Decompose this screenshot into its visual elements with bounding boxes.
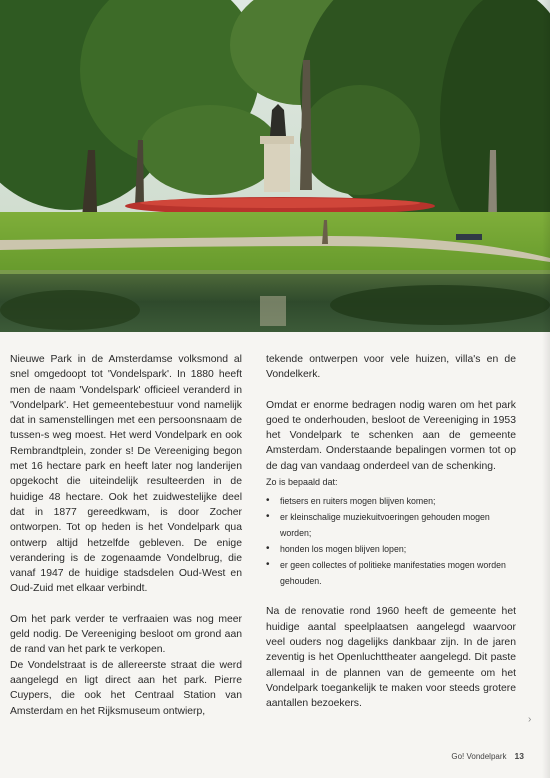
article-body [0,332,550,778]
continue-arrow-icon: › [528,714,532,725]
right-paragraph-2: Omdat er enorme bedragen nodig waren om het park goed te onderhouden, besloot de Vereeniging in 1953 het Vondelpark te schenken aan de gemeente Amsterdam. Onderstaande bepalingen vormen tot op de dag van vandaag onderdeel van de schenking. [266,399,516,472]
vondelpark-illustration [0,0,550,332]
left-paragraph-1: Nieuwe Park in de Amsterdamse volksmond al snel omgedoopt tot 'Vondelspark'. In 1880 heeft men de naam 'Vondelspark' officieel veranderd in 'Vondelpark'. Het gemeentebestuur vond namelijk dat in samenstellingen met een persoonsnaam de tussen-s weg moest. Het werd Vondelpark en ook Rembrandtplein, zonder s! De Vereeniging begon met 16 hectare park en heeft later nog landerijen opgekocht die uiteindelijk resulteerden in de huidige 48 hectare. Ook het zuidwestelijke deel dat in 1877 gereedkwam, is door Zocher ontworpen. Tot op heden is het Vondelpark qua ontwerp altijd hetzelfde gebleven. De enige verandering is de zogenaamde Vondelbrug, die vanaf 1947 de huidige stadsdelen Oud-West en Oud-Zuid met elkaar verbindt. [10,354,242,595]
list-item: • er geen collectes of politieke manifestaties mogen worden gehouden. [266,557,516,589]
list-item: • fietsers en ruiters mogen blijven komen; [266,493,516,509]
list-intro: Zo is bepaald dat: [266,477,338,488]
page-edge-shadow [542,0,550,778]
right-paragraph-closing: Na de renovatie rond 1960 heeft de gemeente het huidige aantal speelplaatsen aangelegd waarvoor veel ouders nog dagelijks dankbaar zijn. In de jaren zeventig is het Openluchttheater aangelegd. Dit paste allemaal in de plannen van de gemeente om het Vondelpark toegankelijk te maken voor steeds grotere aantallen bezoekers. [266,606,516,710]
list-item: • honden los mogen blijven lopen; [266,541,516,557]
list-item: • er kleinschalige muziekuitvoeringen gehouden mogen worden; [266,509,516,541]
park-photo [0,0,550,332]
left-column [10,352,242,719]
right-column [266,352,516,711]
series-title: Go! Vondelpark [451,752,507,761]
right-paragraph-1: tekende ontwerpen voor vele huizen, villa's en de Vondelkerk. [266,354,516,381]
regulations-list [266,493,516,589]
page-footer [451,751,524,761]
page-number: 13 [514,751,524,761]
left-paragraph-2: Om het park verder te verfraaien was nog meer geld nodig. De Vereeniging besloot om grond aan de rand van het park te verkopen. [10,613,242,656]
left-paragraph-3: De Vondelstraat is de allereerste straat die werd aangelegd en ligt direct aan het park. Pierre Cuypers, die ook het Centraal Station van Amsterdam en het Rijksmuseum ontwierp, [10,659,242,717]
